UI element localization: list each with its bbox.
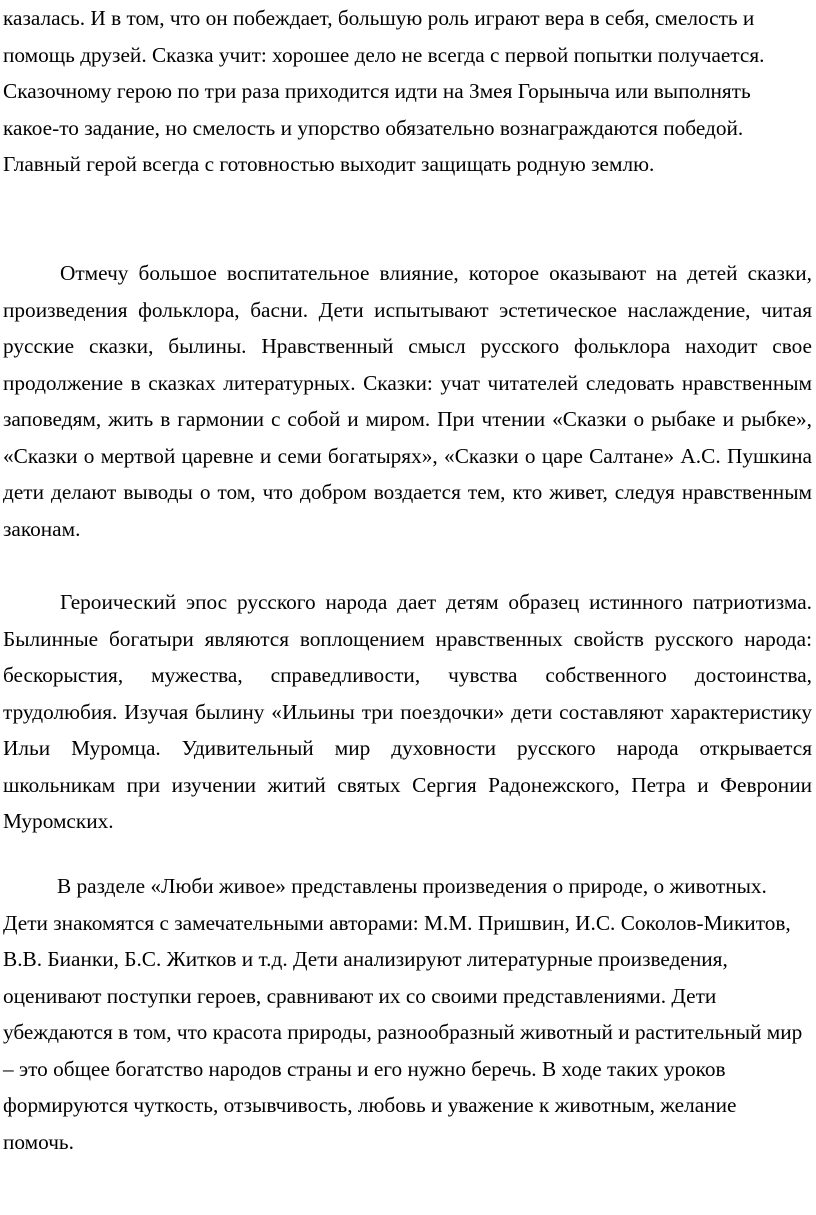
paragraph-love-living: В разделе «Люби живое» представлены произведения о природе, о животных. Дети знакомятся с замечательными авторами: М.М. Пришвин, И.С. Соколов-Микитов, В.В. Бианки, Б.С. Житков и т.д. Дети анализируют литературные произведения, оценивают поступки героев, сравнивают их со своими представлениями. Дети убеждаются в том, что красота природы, разнообразный животный и растительный мир – это общее богатство народов страны и его нужно беречь. В ходе таких уроков формируются чуткость, отзывчивость, любовь и уважение к животным, желание помочь. [3, 874, 803, 1154]
paragraph-heroic-epic: Героический эпос русского народа дает детям образец истинного патриотизма. Былинные богатыри являются воплощением нравственных свойств русского народа: бескорыстия, мужества, справедливости, чувства собственного достоинства, трудолюбия. Изучая былину «Ильины три поездочки» дети составляют характеристику Ильи Муромца. Удивительный мир духовности русского народа открывается школьникам при изучении житий святых Сергия Радонежского, Петра и Февронии Муромских. [3, 590, 812, 833]
paragraph-fairy-tales-influence: Отмечу большое воспитательное влияние, которое оказывают на детей сказки, произведения фольклора, басни. Дети испытывают эстетическое наслаждение, читая русские сказки, былины. Нравственный смысл русского фольклора находит свое продолжение в сказках литературных. Сказки: учат читателей следовать нравственным заповедям, жить в гармонии с собой и миром. При чтении «Сказки о рыбаке и рыбке», «Сказки о мертвой царевне и семи богатырях», «Сказки о царе Салтане» А.С. Пушкина дети делают выводы о том, что добром воздается тем, кто живет, следуя нравственным законам. [3, 261, 812, 541]
paragraph-continuation: казалась. И в том, что он побеждает, большую роль играют вера в себя, смелость и помощь друзей. Сказка учит: хорошее дело не всегда с первой попытки получается. Сказочному герою по три раза приходится идти на Змея Горыныча или выполнять какое-то задание, но смелость и упорство обязательно вознаграждаются победой. Главный герой всегда с готовностью выходит защищать родную землю. [3, 6, 765, 176]
